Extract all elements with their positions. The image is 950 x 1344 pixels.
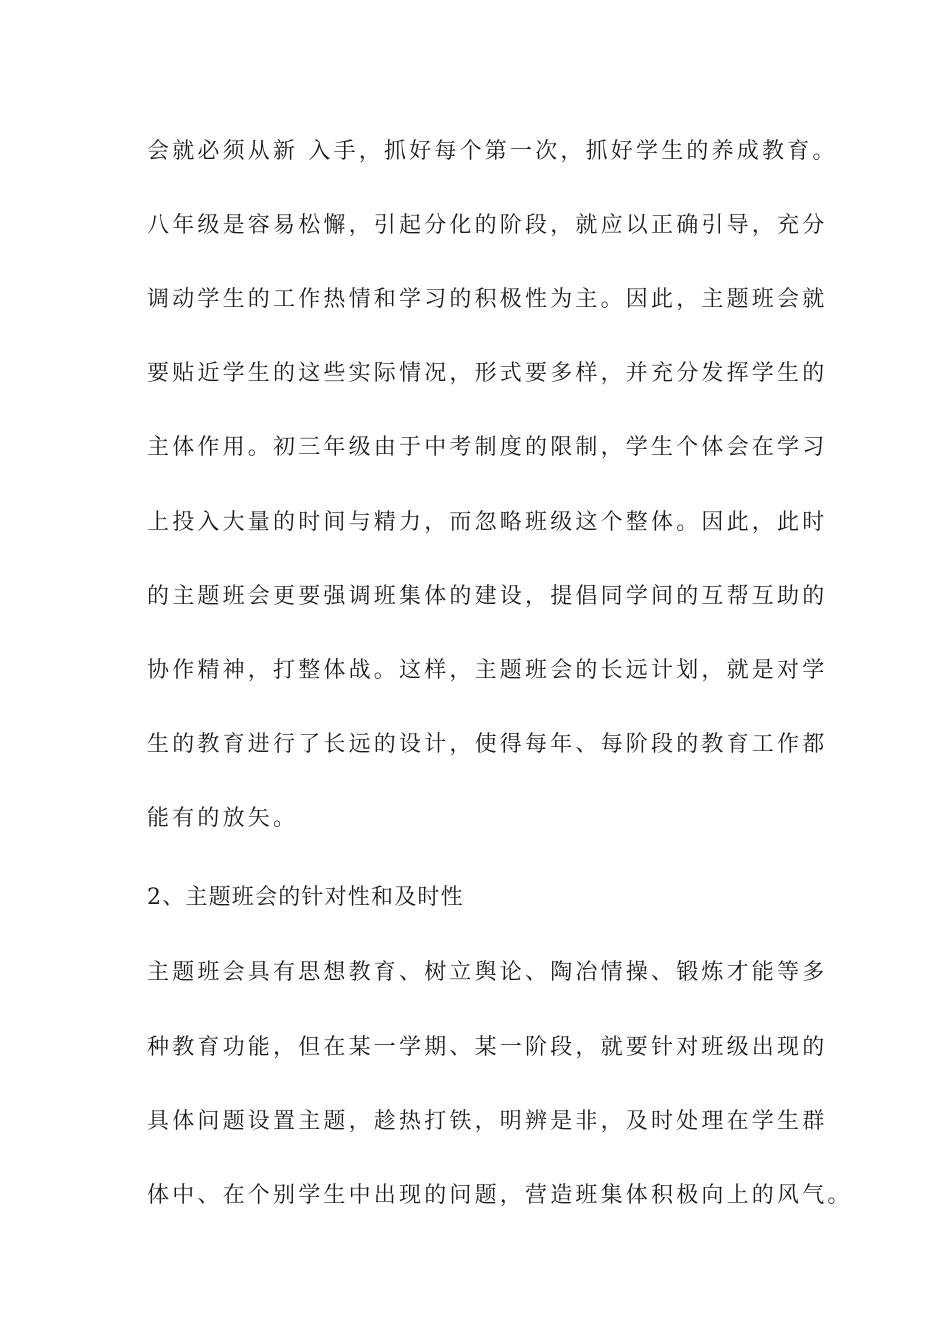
- paragraph-line: 上投入大量的时间与精力，而忽略班级这个整体。因此，此时: [147, 510, 828, 535]
- paragraph-line: 具体问题设置主题，趁热打铁，明辨是非，及时处理在学生群: [147, 1109, 828, 1134]
- paragraph-line: 协作精神，打整体战。这样，主题班会的长远计划，就是对学: [147, 658, 828, 683]
- section-heading: 2、主题班会的针对性和及时性: [147, 885, 464, 910]
- paragraph-line: 体中、在个别学生中出现的问题，营造班集体积极向上的风气。: [147, 1183, 853, 1208]
- paragraph-line: 种教育功能，但在某一学期、某一阶段，就要针对班级出现的: [147, 1035, 828, 1060]
- paragraph-line: 生的教育进行了长远的设计，使得每年、每阶段的教育工作都: [147, 732, 828, 757]
- paragraph-line: 的主题班会更要强调班集体的建设，提倡同学间的互帮互助的: [147, 584, 828, 609]
- paragraph-line: 要贴近学生的这些实际情况，形式要多样，并充分发挥学生的: [147, 361, 828, 386]
- paragraph-line: 八年级是容易松懈，引起分化的阶段，就应以正确引导，充分: [147, 213, 828, 238]
- paragraph-line: 会就必须从新 入手，抓好每个第一次，抓好学生的养成教育。: [147, 139, 838, 164]
- paragraph-line: 主题班会具有思想教育、树立舆论、陶冶情操、锻炼才能等多: [147, 960, 828, 985]
- paragraph-line: 主体作用。初三年级由于中考制度的限制，学生个体会在学习: [147, 435, 828, 460]
- paragraph-line: 调动学生的工作热情和学习的积极性为主。因此，主题班会就: [147, 287, 828, 312]
- paragraph-line: 能有的放矢。: [147, 806, 299, 831]
